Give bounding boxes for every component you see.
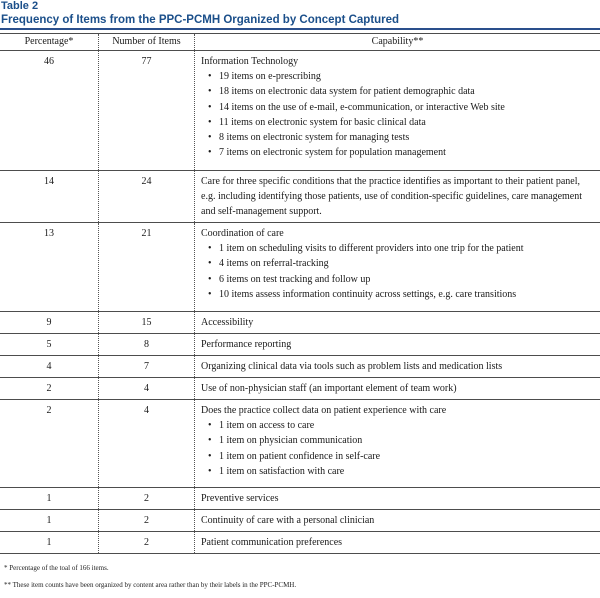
cell-capability: Preventive services [201, 491, 594, 506]
cell-items: 7 [99, 359, 194, 374]
table-row [0, 223, 600, 312]
list-item: • 10 items assess information continuity across settings, e.g. care transitions [201, 287, 594, 302]
cell-capability: Use of non-physician staff (an important element of team work) [201, 381, 594, 396]
cell-percentage: 13 [0, 226, 98, 241]
list-item: • 1 item on patient confidence in self-care [201, 449, 594, 464]
cell-percentage: 2 [0, 381, 98, 396]
cell-percentage: 46 [0, 54, 98, 69]
cell-percentage: 9 [0, 315, 98, 330]
list-item: • 1 item on physician communication [201, 433, 594, 448]
table-row [0, 334, 600, 356]
list-item: • 11 items on electronic system for basic clinical data [201, 115, 594, 130]
cell-capability: Care for three specific conditions that the practice identifies as important to their patient panel, e.g. including identifying those patients, use of condition-specific guidelines, care management and self-management support. [201, 174, 594, 219]
column-header-capability: Capability** [195, 34, 600, 51]
cell-capability: Information Technology [201, 54, 594, 69]
cell-items: 8 [99, 337, 194, 352]
list-item: • 14 items on the use of e-mail, e-communication, or interactive Web site [201, 100, 594, 115]
list-item: • 4 items on referral-tracking [201, 256, 594, 271]
bullet-list [201, 69, 594, 161]
table-row [0, 356, 600, 378]
list-item: • 18 items on electronic data system for patient demographic data [201, 84, 594, 99]
list-item: • 8 items on electronic system for managing tests [201, 130, 594, 145]
frequency-table [0, 33, 600, 554]
bullet-list [201, 418, 594, 479]
bullet-list [201, 241, 594, 302]
list-item: • 1 item on access to care [201, 418, 594, 433]
table-row [0, 488, 600, 510]
cell-capability: Patient communication preferences [201, 535, 594, 550]
title-rule [0, 28, 600, 30]
cell-percentage: 4 [0, 359, 98, 374]
cell-items: 2 [99, 491, 194, 506]
column-header-items: Number of Items [99, 34, 195, 51]
cell-percentage: 2 [0, 403, 98, 418]
cell-items: 24 [99, 174, 194, 189]
cell-capability: Performance reporting [201, 337, 594, 352]
cell-items: 4 [99, 403, 194, 418]
cell-percentage: 1 [0, 513, 98, 528]
cell-items: 4 [99, 381, 194, 396]
footnote: * Percentage of the toal of 166 items. [4, 564, 600, 573]
footnote: ** These item counts have been organized by content area rather than by their labels in the PPC-PCMH. [4, 581, 600, 590]
cell-percentage: 1 [0, 535, 98, 550]
table-row [0, 378, 600, 400]
cell-capability: Coordination of care [201, 226, 594, 241]
table-row [0, 532, 600, 554]
list-item: • 1 item on scheduling visits to different providers into one trip for the patient [201, 241, 594, 256]
cell-percentage: 5 [0, 337, 98, 352]
table-row [0, 400, 600, 488]
footnotes [0, 564, 600, 590]
table-title: Frequency of Items from the PPC-PCMH Organized by Concept Captured [0, 13, 600, 27]
list-item: • 6 items on test tracking and follow up [201, 272, 594, 287]
list-item: • 19 items on e-prescribing [201, 69, 594, 84]
table-row [0, 312, 600, 334]
table-row [0, 510, 600, 532]
table-row [0, 171, 600, 223]
header-row [0, 34, 600, 51]
list-item: • 1 item on satisfaction with care [201, 464, 594, 479]
cell-capability: Accessibility [201, 315, 594, 330]
cell-percentage: 14 [0, 174, 98, 189]
table-row [0, 51, 600, 171]
cell-capability: Continuity of care with a personal clinician [201, 513, 594, 528]
cell-capability: Does the practice collect data on patient experience with care [201, 403, 594, 418]
cell-items: 77 [99, 54, 194, 69]
cell-items: 2 [99, 535, 194, 550]
table-label: Table 2 [0, 0, 600, 13]
cell-capability: Organizing clinical data via tools such as problem lists and medication lists [201, 359, 594, 374]
list-item: • 7 items on electronic system for population management [201, 145, 594, 160]
cell-percentage: 1 [0, 491, 98, 506]
column-header-percentage: Percentage* [0, 34, 99, 51]
cell-items: 2 [99, 513, 194, 528]
cell-items: 15 [99, 315, 194, 330]
cell-items: 21 [99, 226, 194, 241]
